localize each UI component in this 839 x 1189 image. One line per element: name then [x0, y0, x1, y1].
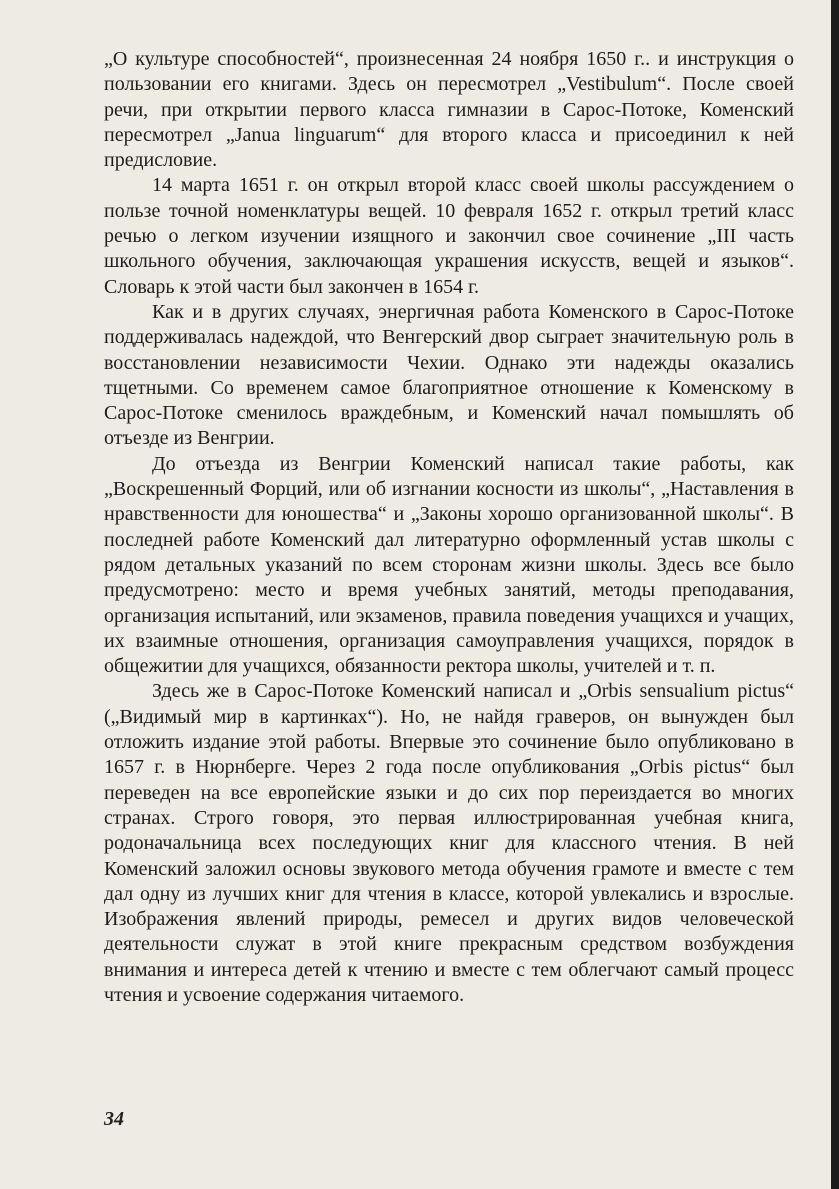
scan-edge — [831, 0, 839, 1189]
paragraph-orbis-pictus: Здесь же в Сарос-Потоке Коменский написал и „Orbis sensualium pictus“ („Видимый мир в картинках“). Но, не найдя граверов, он вынужден был отложить издание этой работы. Впервые это сочинение было опубликовано в 1657 г. в Нюрнберге. Через 2 года после опубликования „Orbis pictus“ был переведен на все европейские языки и до сих пор переиздается во многих странах. Строго говоря, это первая иллюстрированная учебная книга, родоначальница всех последующих книг для классного чтения. В ней Коменский заложил основы звукового метода обучения грамоте и вместе с тем дал одну из лучших книг для чтения в классе, которой увлекались и взрослые. Изображения явлений природы, ремесел и других видов человеческой деятельности служат в этой книге прекрасным средством возбуждения внимания и интереса детей к чтению и вместе с тем облегчают самый процесс чтения и усвоение содержания читаемого. — [104, 680, 794, 1006]
paragraph-hungarian-court: Как и в других случаях, энергичная работа Коменского в Сарос-Потоке поддерживалась надеждой, что Венгерский двор сыграет значительную роль в восстановлении независимости Чехии. Однако эти надежды оказались тщетными. Со временем самое благоприятное отношение к Коменскому в Сарос-Потоке сменилось враждебным, и Коменский начал помышлять об отъезде из Венгрии. — [104, 300, 794, 450]
paragraph-school-laws: До отъезда из Венгрии Коменский написал такие работы, как „Воскрешенный Форций, или об изгнании косности из школы“, „Наставления в нравственности для юношества“ и „Законы хорошо организованной школы“. В последней работе Коменский дал литературно оформленный устав школы с рядом детальных указаний по всем сторонам жизни школы. Здесь все было предусмотрено: место и время учебных занятий, методы преподавания, организация испытаний, или экзаменов, правила поведения учащихся и учащих, их взаимные отношения, организация самоуправления учащихся, порядок в общежитии для учащихся, обязанности ректора школы, учителей и т. п. — [104, 452, 794, 678]
body-text — [104, 47, 794, 1008]
paragraph-march-1651: 14 марта 1651 г. он открыл второй класс своей школы рассуждением о пользе точной номенклатуры вещей. 10 февраля 1652 г. открыл третий класс речью о легком изучении изящного и закончил свое сочинение „III часть школьного обучения, заключающая украшения искусств, вещей и языков“. Словарь к этой части был закончен в 1654 г. — [104, 174, 794, 298]
paragraph-continuation: „О культуре способностей“, произнесенная 24 ноября 1650 г.. и инструкция о пользовании его книгами. Здесь он пересмотрел „Vestibulum“. После своей речи, при открытии первого класса гимназии в Сарос-Потоке, Коменский пересмотрел „Janua linguarum“ для второго класса и присоединил к ней предисловие. — [104, 48, 794, 172]
page-number: 34 — [104, 1108, 124, 1130]
